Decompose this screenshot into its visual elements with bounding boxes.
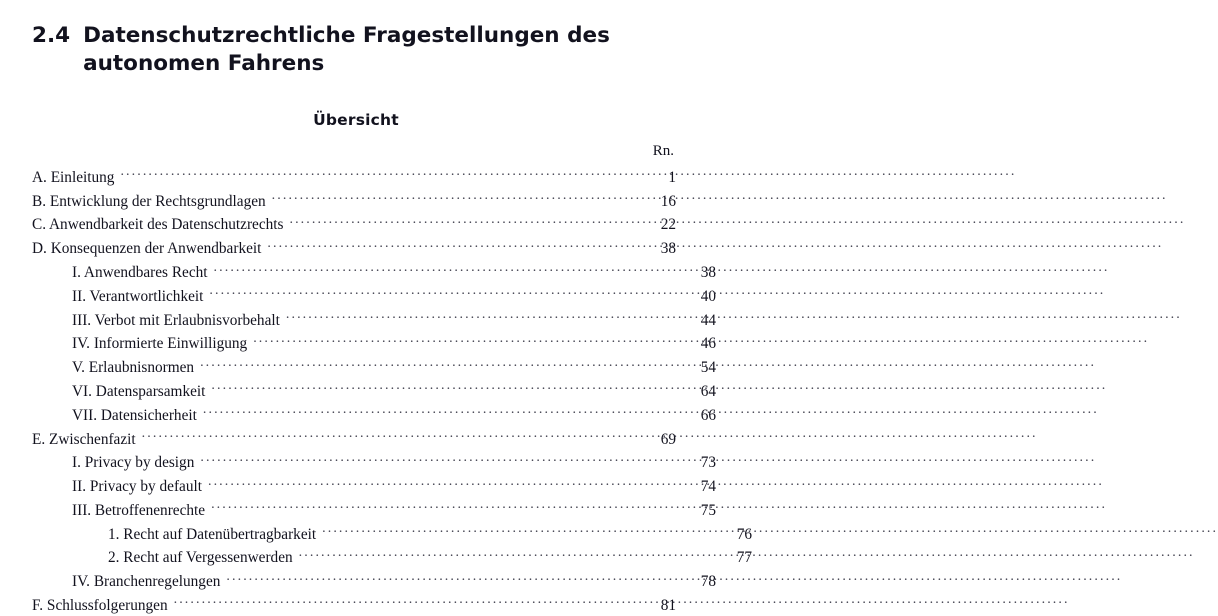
toc-leader-dots	[322, 523, 721, 538]
toc-entry-label: B. Entwicklung der Rechtsgrundlagen	[32, 192, 266, 210]
toc-entry-label: II. Privacy by default	[72, 478, 202, 496]
toc-leader-dots	[267, 238, 645, 253]
toc-entry[interactable]	[30, 235, 684, 259]
toc-entry[interactable]	[30, 188, 684, 212]
toc-leader-dots	[253, 333, 685, 348]
toc-entry[interactable]	[30, 521, 760, 545]
toc-entry[interactable]	[30, 402, 724, 426]
overview-heading: Übersicht	[313, 111, 399, 130]
toc-entry[interactable]	[30, 212, 684, 236]
toc-entry-page: 66	[700, 406, 716, 424]
toc-leader-dots	[203, 404, 685, 419]
toc-leader-dots	[174, 595, 645, 610]
toc-entry-page: 38	[700, 264, 716, 282]
toc-entry[interactable]	[30, 426, 684, 450]
toc-entry-label: IV. Informierte Einwilligung	[72, 335, 248, 353]
toc-leader-dots	[214, 262, 685, 277]
toc-entry-page: 64	[700, 382, 716, 400]
toc-leader-dots	[200, 452, 685, 467]
toc-entry-page: 69	[660, 430, 676, 448]
toc-entry-page: 75	[700, 501, 716, 519]
toc-entry-label: I. Privacy by design	[72, 454, 195, 472]
toc-entry-page: 44	[700, 311, 716, 329]
toc-entry[interactable]	[30, 592, 684, 616]
chapter-number: 2.4	[32, 23, 71, 48]
toc-entry-page: 78	[700, 573, 716, 591]
toc-entry[interactable]	[30, 307, 724, 331]
toc-entry-label: II. Verantwortlichkeit	[72, 287, 204, 305]
toc-leader-dots	[286, 309, 685, 324]
toc-entry-label: III. Betroffenenrechte	[72, 501, 206, 519]
toc-entry-page: 16	[660, 192, 676, 210]
toc-entry[interactable]	[30, 473, 724, 497]
toc-entry[interactable]	[30, 164, 684, 188]
toc-entry[interactable]	[30, 545, 760, 569]
toc-entry-label: C. Anwendbarkeit des Datenschutzrechts	[32, 216, 284, 234]
toc-leader-dots	[299, 547, 721, 562]
toc-entry-label: 1. Recht auf Datenübertragbarkeit	[108, 525, 317, 543]
toc-entry[interactable]	[30, 259, 724, 283]
rn-column-header: Rn.	[652, 143, 674, 160]
toc-entry-label: VII. Datensicherheit	[72, 406, 197, 424]
toc-leader-dots	[272, 190, 645, 205]
toc-entry-label: III. Verbot mit Erlaubnisvorbehalt	[72, 311, 280, 329]
table-of-contents	[30, 164, 752, 616]
toc-entry[interactable]	[30, 283, 724, 307]
toc-entry-page: 38	[660, 240, 676, 258]
toc-entry[interactable]	[30, 449, 724, 473]
toc-leader-dots	[289, 214, 645, 229]
page-title	[30, 22, 682, 77]
toc-leader-dots	[120, 167, 645, 182]
toc-entry-label: D. Konsequenzen der Anwendbarkeit	[32, 240, 262, 258]
toc-entry[interactable]	[30, 497, 724, 521]
toc-entry-label: 2. Recht auf Vergessenwerden	[108, 549, 293, 567]
toc-entry-page: 73	[700, 454, 716, 472]
toc-entry[interactable]	[30, 331, 724, 355]
toc-entry-label: A. Einleitung	[32, 168, 115, 186]
toc-leader-dots	[211, 500, 685, 515]
toc-entry-label: I. Anwendbares Recht	[72, 264, 208, 282]
toc-entry-page: 46	[700, 335, 716, 353]
toc-leader-dots	[200, 357, 685, 372]
toc-entry-page: 76	[736, 525, 752, 543]
toc-entry-label: F. Schlussfolgerungen	[32, 596, 168, 614]
toc-entry-page: 1	[668, 168, 676, 186]
toc-entry[interactable]	[30, 354, 724, 378]
toc-leader-dots	[209, 286, 685, 301]
toc-entry-page: 22	[660, 216, 676, 234]
toc-entry-page: 77	[736, 549, 752, 567]
toc-leader-dots	[208, 476, 685, 491]
toc-entry[interactable]	[30, 378, 724, 402]
toc-entry-page: 74	[700, 478, 716, 496]
toc-entry-label: E. Zwischenfazit	[32, 430, 136, 448]
chapter-title: Datenschutzrechtliche Fragestellungen des autonomen Fahrens	[83, 23, 610, 76]
toc-leader-dots	[211, 381, 685, 396]
toc-entry-label: IV. Branchenregelungen	[72, 573, 221, 591]
toc-entry-page: 40	[700, 287, 716, 305]
toc-entry-page: 54	[700, 359, 716, 377]
toc-leader-dots	[142, 428, 645, 443]
toc-entry-label: VI. Datensparsamkeit	[72, 382, 206, 400]
toc-entry-label: V. Erlaubnisnormen	[72, 359, 195, 377]
toc-entry[interactable]	[30, 568, 724, 592]
toc-leader-dots	[226, 571, 685, 586]
toc-entry-page: 81	[660, 596, 676, 614]
